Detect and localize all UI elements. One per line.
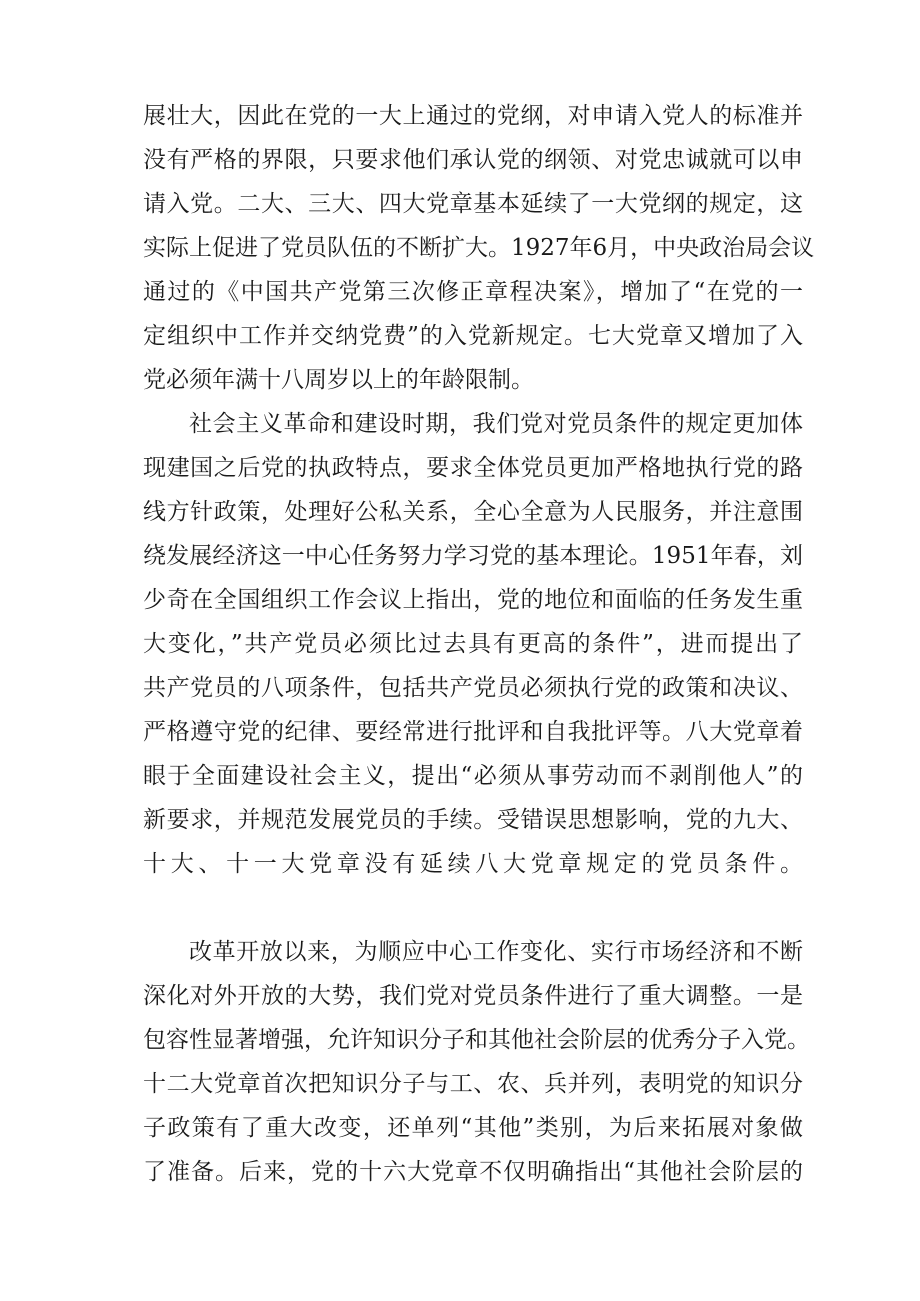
text-line: 包容性显著增强，允许知识分子和其他社会阶层的优秀分子入党。 bbox=[143, 1027, 810, 1053]
text-line: 共产党员的八项条件，包括共产党员必须执行党的政策和决议、 bbox=[143, 675, 803, 701]
text-line: 党必须年满十八周岁以上的年龄限制。 bbox=[143, 367, 534, 393]
paragraph-1 bbox=[143, 94, 815, 402]
text-line: 大变化，”共产党员必须比过去具有更高的条件”，进而提出了 bbox=[143, 631, 803, 657]
text-line: 实际上促进了党员队伍的不断扩大。1927年6月，中央政治局会议 bbox=[143, 235, 815, 261]
text-line: 现建国之后党的执政特点，要求全体党员更加严格地执行党的路 bbox=[143, 455, 803, 481]
text-line: 社会主义革命和建设时期，我们党对党员条件的规定更加体 bbox=[189, 411, 803, 437]
text-line: 了准备。后来，党的十六大党章不仅明确指出“其他社会阶层的 bbox=[143, 1159, 803, 1185]
text-line: 少奇在全国组织工作会议上指出，党的地位和面临的任务发生重 bbox=[143, 587, 803, 613]
text-line: 线方针政策，处理好公私关系，全心全意为人民服务，并注意围 bbox=[143, 499, 803, 525]
text-line: 通过的《中国共产党第三次修正章程决案》，增加了“在党的一 bbox=[143, 279, 803, 305]
text-line: 展壮大，因此在党的一大上通过的党纲，对申请入党人的标准并 bbox=[143, 103, 803, 129]
text-line: 请入党。二大、三大、四大党章基本延续了一大党纲的规定，这 bbox=[143, 191, 803, 217]
text-line bbox=[143, 886, 803, 930]
text-line: 十大、十一大党章没有延续八大党章规定的党员条件。 bbox=[143, 851, 803, 877]
text-line: 绕发展经济这一中心任务努力学习党的基本理论。1951年春，刘 bbox=[143, 543, 803, 569]
text-line: 新要求，并规范发展党员的手续。受错误思想影响，党的九大、 bbox=[143, 807, 803, 833]
text-line: 改革开放以来，为顺应中心工作变化、实行市场经济和不断 bbox=[189, 939, 803, 965]
text-line: 严格遵守党的纪律、要经常进行批评和自我批评等。八大党章着 bbox=[143, 719, 803, 745]
text-line: 定组织中工作并交纳党费”的入党新规定。七大党章又增加了入 bbox=[143, 323, 803, 349]
text-line: 深化对外开放的大势，我们党对党员条件进行了重大调整。一是 bbox=[143, 983, 803, 1009]
text-line: 没有严格的界限，只要求他们承认党的纲领、对党忠诚就可以申 bbox=[143, 147, 803, 173]
text-line: 十二大党章首次把知识分子与工、农、兵并列，表明党的知识分 bbox=[143, 1071, 803, 1097]
paragraph-2 bbox=[143, 402, 803, 930]
paragraph-3 bbox=[143, 930, 810, 1194]
text-line: 眼于全面建设社会主义，提出“必须从事劳动而不剥削他人”的 bbox=[143, 763, 803, 789]
body-text bbox=[143, 94, 815, 1194]
text-line: 子政策有了重大改变，还单列“其他”类别，为后来拓展对象做 bbox=[143, 1115, 803, 1141]
